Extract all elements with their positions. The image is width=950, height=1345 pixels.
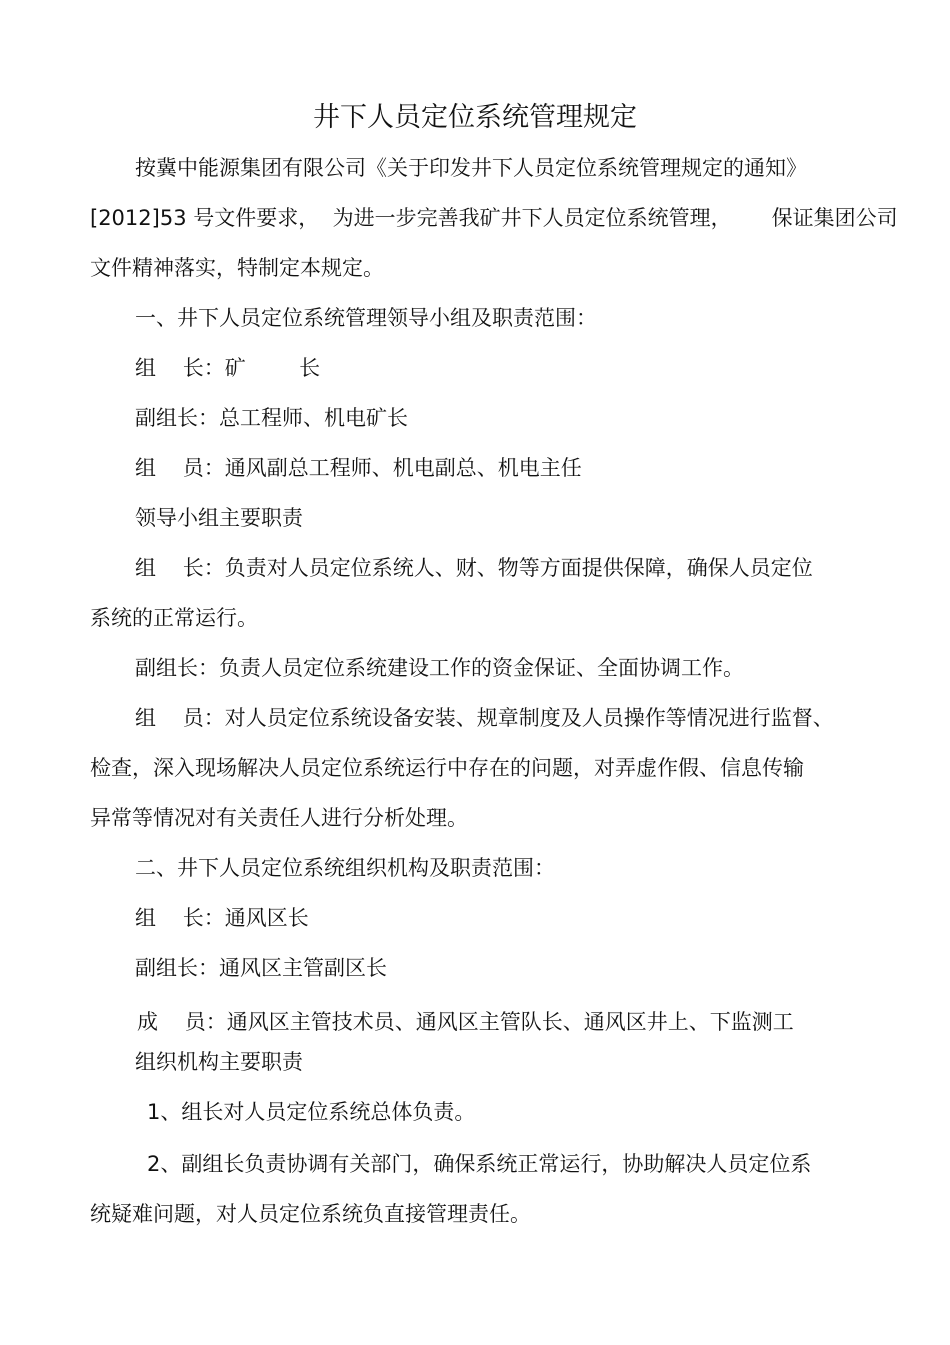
intro-line-3: 文件精神落实，特制定本规定。 <box>90 256 384 280</box>
section-2-leader: 组 长：通风区长 <box>135 906 309 930</box>
section-1-members: 组 员：通风副总工程师、机电副总、机电主任 <box>135 456 582 480</box>
section-1-duty-line-4: 组 员：对人员定位系统设备安装、规章制度及人员操作等情况进行监督、 <box>135 706 834 730</box>
intro-line-1: 按冀中能源集团有限公司《关于印发井下人员定位系统管理规定的通知》 <box>135 156 807 180</box>
section-1-leader: 组 长：矿 长 <box>135 356 321 380</box>
section-1-duty-line-3: 副组长：负责人员定位系统建设工作的资金保证、全面协调工作。 <box>135 656 744 680</box>
intro-line-2: [2012]53 号文件要求， 为进一步完善我矿井下人员定位系统管理， 保证集团公司 <box>90 206 898 230</box>
section-2-duty-line-3: 统疑难问题，对人员定位系统负直接管理责任。 <box>90 1202 531 1226</box>
section-2-members: 成 员：通风区主管技术员、通风区主管队长、通风区井上、下监测工 <box>137 1010 794 1034</box>
section-1-duty-line-6: 异常等情况对有关责任人进行分析处理。 <box>90 806 468 830</box>
section-1-deputy: 副组长：总工程师、机电矿长 <box>135 406 408 430</box>
section-2-heading: 二、井下人员定位系统组织机构及职责范围： <box>135 856 555 880</box>
section-1-duties-heading: 领导小组主要职责 <box>135 506 303 530</box>
section-2-deputy: 副组长：通风区主管副区长 <box>135 956 387 980</box>
section-2-duties-heading: 组织机构主要职责 <box>135 1050 303 1074</box>
section-1-duty-line-1: 组 长：负责对人员定位系统人、财、物等方面提供保障，确保人员定位 <box>135 556 813 580</box>
section-1-duty-line-2: 系统的正常运行。 <box>90 606 258 630</box>
section-1-heading: 一、井下人员定位系统管理领导小组及职责范围： <box>135 306 597 330</box>
document-title: 井下人员定位系统管理规定 <box>313 102 637 133</box>
section-2-duty-line-1: 1、组长对人员定位系统总体负责。 <box>147 1100 476 1124</box>
section-2-duty-line-2: 2、副组长负责协调有关部门，确保系统正常运行，协助解决人员定位系 <box>147 1152 812 1176</box>
section-1-duty-line-5: 检查，深入现场解决人员定位系统运行中存在的问题，对弄虚作假、信息传输 <box>90 756 804 780</box>
